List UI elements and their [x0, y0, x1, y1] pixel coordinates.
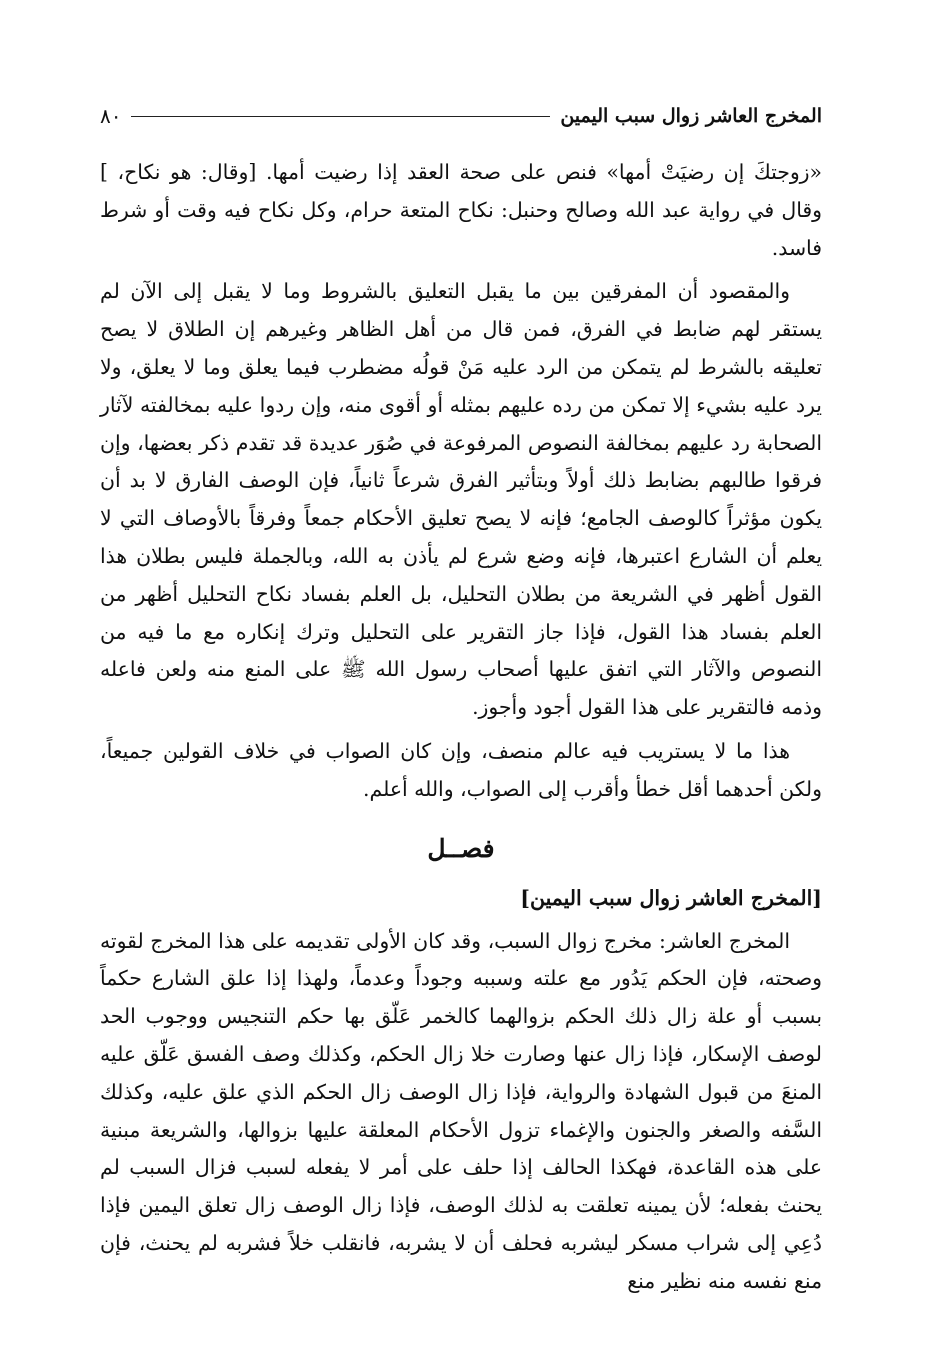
section-title: فصــل	[427, 833, 495, 863]
book-page	[100, 96, 822, 1301]
body-text	[100, 154, 822, 1301]
paragraph: هذا ما لا يستريب فيه عالم منصف، وإن كان الصواب في خلاف القولين جميعاً، ولكن أحدهما أقل خطأ وأقرب إلى الصواب، والله أعلم.	[100, 738, 822, 801]
header-rule	[131, 116, 550, 117]
running-header	[100, 96, 822, 136]
section-subheading: [المخرج العاشر زوال سبب اليمين]	[520, 885, 822, 910]
paragraph: المخرج العاشر: مخرج زوال السبب، وقد كان الأولى تقديمه على هذا المخرج لقوته وصحته، فإن الحكم يَدُور مع علته وسببه وجوداً وعدماً، ولهذا إذا علق الشارع حكماً بسبب أو علة زال ذلك الحكم بزوالهما كالخمر عَلّق بها حكم التنجيس ووجوب الحد لوصف الإسكار، فإذا زال عنها وصارت خلا زال الحكم، وكذلك وصف الفسق عَلّق عليه المنعَ من قبول الشهادة والرواية، فإذا زال الوصف زال الحكم الذي علق عليه، وكذلك السَّفه والصغر والجنون والإغماء تزول الأحكام المعلقة عليها بزوالها، والشريعة مبنية على هذه القاعدة، فهكذا الحالف إذا حلف على أمر لا يفعله لسبب فزال السبب لم يحنث بفعله؛ لأن يمينه تعلقت به لذلك الوصف، فإذا زال الوصف زال تعلق اليمين فإذا دُعِي إلى شراب مسكر ليشربه فحلف أن لا يشربه، فانقلب خلاً فشربه لم يحنث، فإن منع نفسه منه نظير منع	[100, 928, 822, 1293]
running-title: المخرج العاشر زوال سبب اليمين	[560, 105, 822, 127]
paragraph: «زوجتكَ إن رضيَتْ أمها» فنص على صحة العقد إذا رضيت أمها. [وقال: هو نكاح، ] وقال في رواية عبد الله وصالح وحنبل: نكاح المتعة حرام، وكل نكاح فيه وقت أو شرط فاسد.	[100, 160, 822, 260]
paragraph: والمقصود أن المفرقين بين ما يقبل التعليق بالشروط وما لا يقبل إلى الآن لم يستقر لهم ضابط في الفرق، فمن قال من أهل الظاهر وغيرهم إن الطلاق لا يصح تعليقه بالشرط لم يتمكن من الرد عليه مَنْ قولُه مضطرب فيما يعلق وما لا يعلق، ولا يرد عليه بشيء إلا تمكن من رده عليهم بمثله أو أقوى منه، وإن ردوا عليه بمخالفته لآثار الصحابة رد عليهم بمخالفة النصوص المرفوعة في صُوَر عديدة قد تقدم ذكر بعضها، وإن فرقوا طالبهم بضابط ذلك أولاً وبتأثير الفرق شرعاً ثانياً، فإن الوصف الفارق لا بد أن يكون مؤثراً كالوصف الجامع؛ فإنه لا يصح تعليق الأحكام جمعاً وفرقاً بالأوصاف التي لا يعلم أن الشارع اعتبرها، فإنه وضع شرع لم يأذن به الله، وبالجملة فليس بطلان هذا القول أظهر في الشريعة من بطلان التحليل، بل العلم بفساد نكاح التحليل أظهر من العلم بفساد هذا القول، فإذا جاز التقرير على التحليل وترك إنكاره مع ما فيه من النصوص والآثار التي اتفق عليها أصحاب رسول الله ﷺ على المنع منه ولعن فاعله وذمه فالتقرير على هذا القول أجود وأجوز.	[100, 279, 822, 720]
page-number: ٨٠	[100, 104, 122, 128]
